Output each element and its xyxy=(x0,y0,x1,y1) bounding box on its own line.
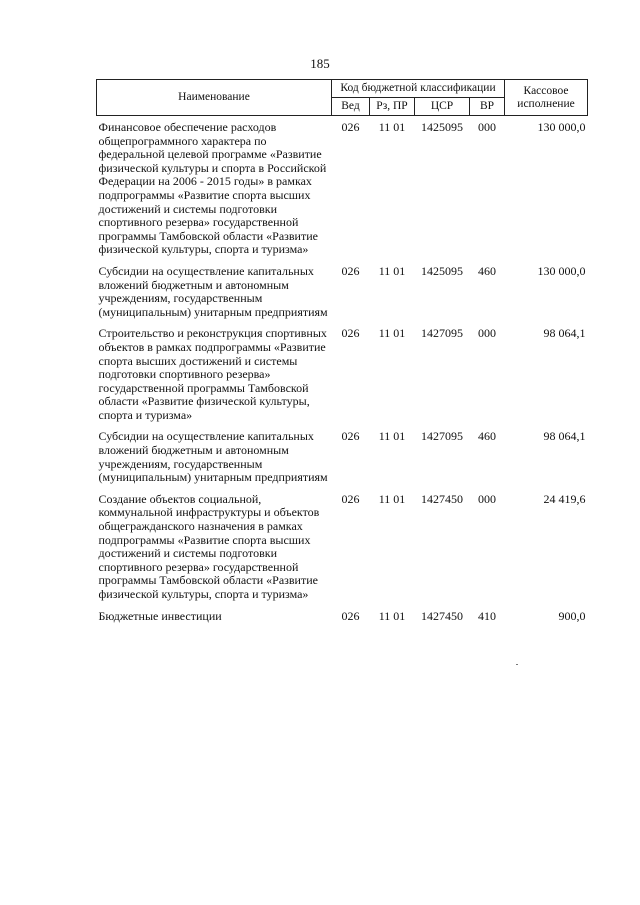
row-vr: 460 xyxy=(478,263,496,278)
header-name: Наименование xyxy=(97,80,332,116)
row-amount: 24 419,6 xyxy=(543,491,586,506)
row-rz-pr: 11 01 xyxy=(378,491,406,506)
page-number: 185 xyxy=(310,56,330,71)
row-csr: 1427095 xyxy=(421,429,463,444)
table-body xyxy=(97,116,588,628)
row-vr: 000 xyxy=(478,120,496,134)
row-amount: 98 064,1 xyxy=(543,326,586,341)
row-rz-pr: 11 01 xyxy=(378,326,406,341)
row-rz-pr: 11 01 xyxy=(378,263,406,278)
row-amount: 130 000,0 xyxy=(537,263,586,278)
row-ved: 026 xyxy=(341,120,360,134)
header-vr: ВР xyxy=(470,98,505,116)
row-csr: 1427450 xyxy=(421,491,463,506)
header-csr: ЦСР xyxy=(415,98,470,116)
table-row xyxy=(97,323,588,426)
row-amount: 900,0 xyxy=(558,608,586,623)
scan-speck xyxy=(516,664,518,665)
table-row xyxy=(97,116,588,261)
row-vr: 460 xyxy=(478,429,496,444)
row-amount: 98 064,1 xyxy=(543,429,586,444)
row-name: Финансовое обеспечение расходов общепрограммного характера по федеральной целевой программе «Развитие физической культуры и спорта в Российской Федерации на 2006 - 2015 годы» в рамках подпрограммы «Развитие спорта высших достижений и системы подготовки спортивного резерва» государственной программы Тамбовской области «Развитие физической культуры, спорта и туризма» xyxy=(98,120,327,257)
header-code-group: Код бюджетной классификации xyxy=(332,80,505,98)
row-ved: 026 xyxy=(341,608,360,623)
row-ved: 026 xyxy=(341,429,360,444)
header-ved: Вед xyxy=(332,98,370,116)
table-row xyxy=(97,261,588,323)
row-csr: 1425095 xyxy=(421,120,463,134)
row-vr: 000 xyxy=(478,326,496,341)
row-csr: 1427450 xyxy=(421,608,463,623)
row-rz-pr: 11 01 xyxy=(378,608,406,623)
row-amount: 130 000,0 xyxy=(537,120,586,134)
row-vr: 410 xyxy=(478,608,496,623)
row-name: Субсидии на осуществление капитальных вложений бюджетным и автономным учреждениям, государственным (муниципальным) унитарным предприятиям xyxy=(98,429,328,485)
row-csr: 1425095 xyxy=(421,263,463,278)
table-header xyxy=(97,80,588,116)
table-row xyxy=(97,426,588,488)
row-ved: 026 xyxy=(341,263,360,278)
row-rz-pr: 11 01 xyxy=(378,120,406,134)
table-row xyxy=(97,489,588,606)
row-csr: 1427095 xyxy=(421,326,463,341)
row-name: Строительство и реконструкция спортивных объектов в рамках подпрограммы «Развитие спорта высших достижений и системы подготовки спортивного резерва» государственной программы Тамбовской области «Развитие физической культуры, спорта и туризма» xyxy=(98,326,327,422)
table-row xyxy=(97,606,588,628)
row-vr: 000 xyxy=(478,491,496,506)
budget-table xyxy=(96,79,588,627)
row-rz-pr: 11 01 xyxy=(378,429,406,444)
row-ved: 026 xyxy=(341,326,360,341)
row-ved: 026 xyxy=(341,491,360,506)
header-rz-pr: Рз, ПР xyxy=(370,98,415,116)
header-amount: Кассовое исполнение xyxy=(505,80,588,116)
row-name: Субсидии на осуществление капитальных вложений бюджетным и автономным учреждениям, государственным (муниципальным) унитарным предприятиям xyxy=(98,263,328,319)
row-name: Бюджетные инвестиции xyxy=(98,608,222,623)
row-name: Создание объектов социальной, коммунальной инфраструктуры и объектов общегражданского назначения в рамках подпрограммы «Развитие спорта высших достижений и системы подготовки спортивного резерва» государственной программы Тамбовской области «Развитие физической культуры, спорта и туризма» xyxy=(98,491,320,601)
